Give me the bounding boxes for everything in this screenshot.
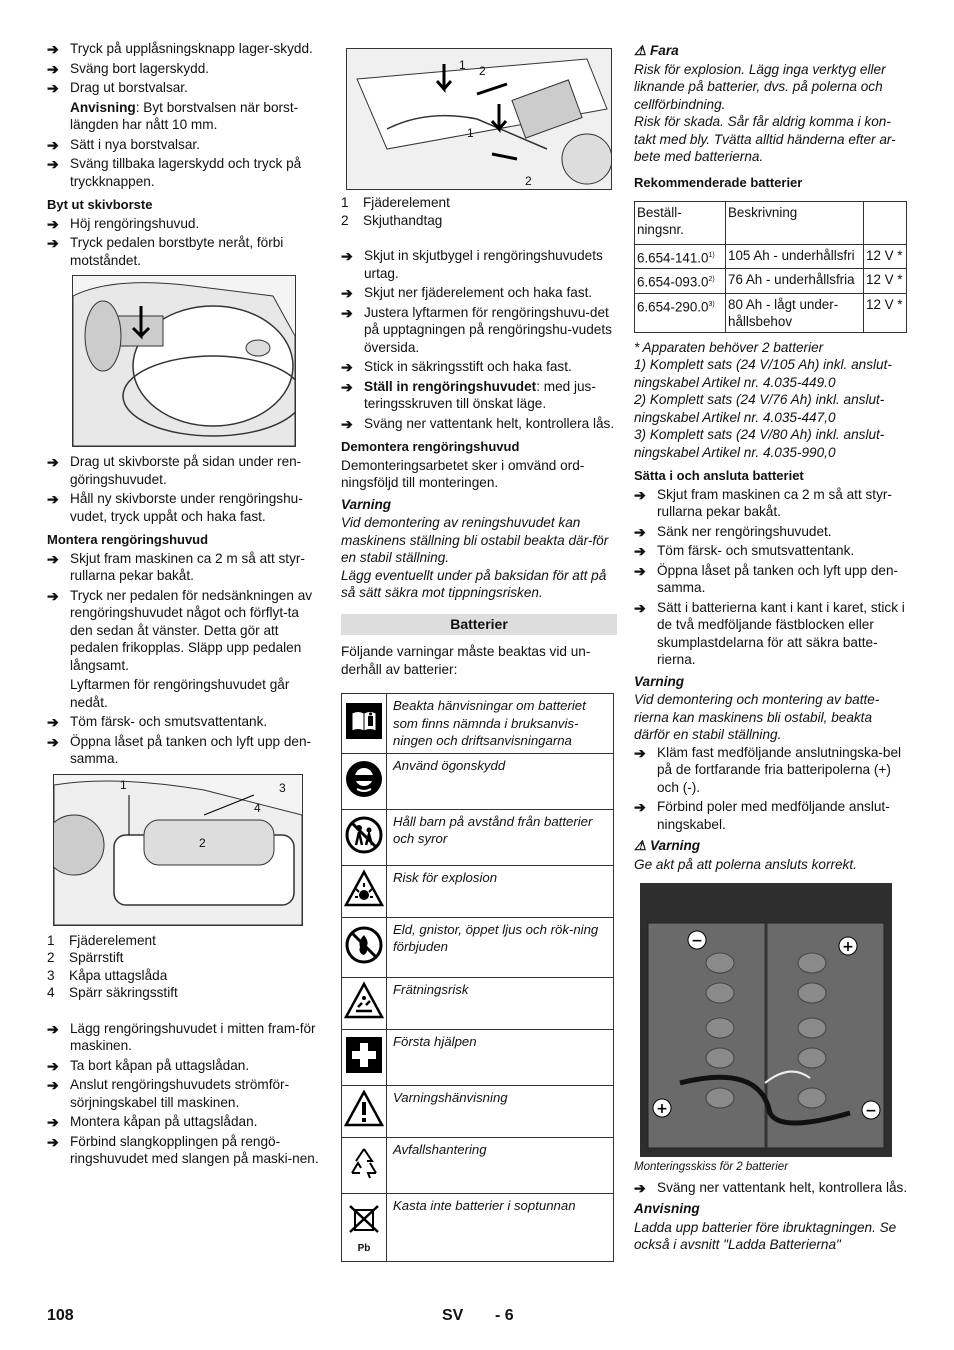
figure-label: 1 — [120, 777, 127, 792]
arrow-icon: ➔ — [47, 491, 59, 507]
icon-cell — [342, 809, 387, 865]
step-text: Öppna låset på tanken och lyft upp den-samma. — [657, 562, 899, 596]
step — [47, 490, 325, 525]
step-text: Skjut fram maskinen ca 2 m så att styr-rullarna pekar bakåt. — [657, 486, 892, 520]
step-bold: Ställ in rengöringshuvudet — [364, 378, 537, 394]
icon-cell — [342, 977, 387, 1029]
steps-list — [47, 453, 325, 525]
voltage-cell: 12 V * — [864, 293, 907, 332]
danger-text: Risk för explosion. Lägg inga verktyg eller liknande på batterier, dvs. på polerna och cellförbindning. Risk för skada. Sår får aldrig komma i kon-takt med bly. Tvätta alltid händerna efter ar-bete med batterierna. — [634, 61, 896, 164]
recycling-icon — [344, 1143, 384, 1183]
warning-text-cell: Första hjälpen — [387, 1029, 614, 1085]
step — [47, 215, 325, 233]
arrow-icon: ➔ — [634, 543, 646, 560]
table-row — [342, 1029, 614, 1085]
step — [634, 599, 910, 669]
paragraph: Följande varningar måste beaktas vid un-derhåll av batterier: — [341, 644, 591, 677]
legend-item — [47, 967, 325, 985]
icon-cell — [342, 1193, 387, 1261]
note: Lyftarmen för rengöringshuvudet går nedåt. — [70, 677, 290, 710]
figure-label: 2 — [479, 64, 486, 78]
step-text: Sväng tillbaka lagerskydd och tryck på tryckknappen. — [70, 156, 302, 189]
arrow-icon: ➔ — [341, 304, 353, 321]
legend-number: 4 — [47, 985, 55, 1000]
section-heading: Sätta i och ansluta batteriet — [634, 468, 804, 484]
warning-text-cell: Håll barn på avstånd från batterier och syror — [387, 809, 614, 865]
arrow-icon: ➔ — [47, 1077, 59, 1093]
no-fire-icon — [344, 925, 384, 965]
footnote: 2) Komplett sats (24 V/76 Ah) inkl. anslut-ningskabel Artikel nr. 4.035-447,0 — [634, 392, 885, 425]
step — [47, 453, 325, 488]
table-row — [342, 865, 614, 917]
arrow-icon: ➔ — [47, 1020, 59, 1037]
step — [47, 1020, 325, 1055]
figure-label: 2 — [525, 174, 532, 188]
step-text: Skjut in skjutbygel i rengöringshuvudets urtag. — [364, 248, 603, 281]
keep-children-away-icon — [344, 815, 384, 855]
table-row — [342, 977, 614, 1029]
step-text: Stick in säkringsstift och haka fast. — [364, 359, 572, 374]
step-text: Drag ut skivborste på sidan under ren-göringshuvudet. — [70, 454, 302, 487]
steps-list — [47, 136, 325, 191]
warning-text-cell: Risk för explosion — [387, 865, 614, 917]
photo-caption: Monteringsskiss för 2 batterier — [634, 1161, 789, 1174]
arrow-icon: ➔ — [47, 1114, 59, 1130]
no-trash-icon — [344, 1200, 384, 1240]
warning-text: Vid demontering av reningshuvudet kan maskinens ställning bli ostabil beakta där-för en stabil ställning. Lägg eventuellt under på baksidan för att på så sätt säkra mot tippningsrisken. — [341, 515, 609, 600]
figure-disc-brush — [72, 275, 296, 447]
warning-text-cell: Frätningsrisk — [387, 977, 614, 1029]
step — [634, 486, 910, 521]
icon-cell — [342, 1029, 387, 1085]
arrow-icon: ➔ — [634, 486, 646, 503]
arrow-icon: ➔ — [47, 156, 59, 172]
section-heading: Byt ut skivborste — [47, 197, 153, 212]
section-heading: Montera rengöringshuvud — [47, 532, 209, 547]
legend-number: 2 — [341, 212, 349, 228]
icon-cell — [342, 917, 387, 977]
step-text: Sväng ner vattentank helt, kontrollera lås. — [657, 1179, 908, 1195]
step — [341, 284, 617, 302]
arrow-icon: ➔ — [47, 587, 59, 604]
step-text: Sänk ner rengöringshuvudet. — [657, 523, 832, 539]
table-row — [342, 917, 614, 977]
warning-text-cell: Kasta inte batterier i soptunnan — [387, 1193, 614, 1261]
warning-heading: ⚠ Varning — [634, 838, 701, 854]
step — [47, 550, 325, 585]
arrow-icon: ➔ — [634, 1179, 646, 1196]
section-heading: Rekommenderade batterier — [634, 174, 803, 190]
figure-label: 3 — [279, 780, 286, 795]
step-text: Ta bort kåpan på uttagslådan. — [70, 1057, 250, 1073]
table-row — [342, 753, 614, 809]
section-heading: Demontera rengöringshuvud — [341, 439, 520, 454]
legend-number: 2 — [47, 950, 55, 965]
arrow-icon: ➔ — [47, 235, 59, 251]
warning-triangle-icon: ⚠ — [634, 838, 647, 854]
step — [47, 587, 325, 675]
legend-item — [341, 212, 617, 230]
step-text: Anslut rengöringshuvudets strömför-sörjningskabel till maskinen. — [70, 1077, 290, 1110]
warning-text-cell: Beakta hänvisningar om batteriet som finns nämnda i bruksanvis-ningen och driftsanvisningarna — [387, 694, 614, 754]
icon-cell — [342, 753, 387, 809]
column-right — [634, 40, 910, 1254]
figure-push-handle — [346, 48, 612, 190]
steps-list — [634, 486, 910, 669]
step — [341, 247, 617, 282]
step-text: Tryck ner pedalen för nedsänkningen av rengöringshuvudet något och förflyt-ta den sedan åt vänster. Detta gör att pedalen frikopplas. Släpp upp pedalen långsamt. — [70, 587, 313, 673]
arrow-icon: ➔ — [341, 415, 353, 432]
minus-terminal-label: − — [865, 1103, 877, 1120]
arrow-icon: ➔ — [634, 523, 646, 540]
footnote: * Apparaten behöver 2 batterier — [634, 339, 824, 355]
warning-heading: Varning — [634, 673, 685, 689]
arrow-icon: ➔ — [47, 1133, 59, 1150]
arrow-icon: ➔ — [47, 733, 59, 750]
step — [634, 798, 910, 833]
arrow-icon: ➔ — [47, 714, 59, 730]
explosion-icon — [344, 869, 384, 909]
table-header-cell: Beskrivning — [726, 202, 864, 245]
lead-label: Pb — [357, 1243, 371, 1255]
step-text: Montera kåpan på uttagslådan. — [70, 1114, 258, 1129]
legend-number: 1 — [341, 195, 349, 210]
step — [634, 562, 910, 597]
step — [47, 234, 325, 269]
plus-terminal-label: + — [842, 939, 854, 956]
arrow-icon: ➔ — [47, 41, 59, 57]
warning-text: Vid demontering och montering av batte-rierna kan maskinens bli ostabil, beakta därför en stabil ställning. — [634, 692, 880, 743]
table-row — [342, 1193, 614, 1261]
warning-icon — [344, 1089, 384, 1129]
warning-triangle-icon: ⚠ — [634, 43, 647, 58]
note-text: Ladda upp batterier före ibruktagningen. Se också i avsnitt "Ladda Batterierna" — [634, 1219, 897, 1253]
description-cell: 105 Ah - underhållsfri — [726, 245, 864, 269]
corrosion-icon — [344, 981, 384, 1021]
steps-list — [47, 215, 325, 270]
arrow-icon: ➔ — [47, 1057, 59, 1074]
legend-text: Fjäderelement — [69, 932, 156, 948]
note-heading: Anvisning — [634, 1201, 700, 1217]
step-text: Töm färsk- och smutsvattentank. — [657, 543, 855, 559]
step-text: Håll ny skivborste under rengöringshu-vudet, tryck uppåt och haka fast. — [70, 491, 303, 524]
step — [634, 1179, 910, 1197]
step-text: Höj rengöringshuvud. — [70, 215, 200, 231]
step — [634, 744, 910, 797]
sub-page-number: - 6 — [495, 1307, 514, 1324]
voltage-cell: 12 V * — [864, 245, 907, 269]
table-row — [635, 269, 907, 293]
section-title-batterier: Batterier — [341, 614, 617, 636]
language-code: SV — [442, 1307, 464, 1324]
step-text: Sätt i nya borstvalsar. — [70, 136, 200, 152]
column-middle — [341, 48, 617, 1262]
machine-illustration — [73, 276, 295, 446]
icon-cell — [342, 865, 387, 917]
step — [634, 523, 910, 541]
footnote: 1) Komplett sats (24 V/105 Ah) inkl. anslut-ningskabel Artikel nr. 4.035-449.0 — [634, 357, 892, 390]
step — [47, 136, 325, 154]
warning-text-cell: Avfallshantering — [387, 1137, 614, 1193]
table-row — [342, 694, 614, 754]
legend-text: Fjäderelement — [363, 195, 450, 210]
steps-list — [341, 247, 617, 376]
legend-text: Skjuthandtag — [363, 212, 443, 228]
step-text: Skjut ner fjäderelement och haka fast. — [364, 285, 593, 300]
warning-text-cell: Använd ögonskydd — [387, 753, 614, 809]
battery-photo — [640, 883, 892, 1157]
table-row — [342, 1137, 614, 1193]
icon-cell — [342, 1085, 387, 1137]
arrow-icon: ➔ — [341, 378, 353, 395]
voltage-cell: 12 V * — [864, 269, 907, 293]
icon-cell — [342, 694, 387, 754]
step — [47, 733, 325, 768]
note-text: : Byt borstvalsen när borst-längden har nått 10 mm. — [70, 99, 299, 132]
step-text: Skjut fram maskinen ca 2 m så att styr-rullarna pekar bakåt. — [70, 550, 305, 583]
arrow-icon: ➔ — [341, 285, 353, 301]
step-text: : med jus-teringsskruven till önskat läge. — [364, 378, 596, 411]
step — [47, 40, 325, 58]
footnote: 3) Komplett sats (24 V/80 Ah) inkl. anslut-ningskabel Artikel nr. 4.035-990,0 — [634, 427, 885, 460]
paragraph: Demonteringsarbetet sker i omvänd ord-ningsföljd till monteringen. — [341, 457, 585, 490]
step — [47, 713, 325, 731]
table-row — [342, 809, 614, 865]
steps-list — [47, 550, 325, 675]
order-number-cell: 6.654-141.0$^{1)}$ — [635, 245, 726, 269]
arrow-icon: ➔ — [47, 136, 59, 153]
steps-list — [47, 1020, 325, 1168]
battery-table — [634, 201, 907, 333]
legend-number: 1 — [47, 932, 55, 948]
step-text: Tryck pedalen borstbyte neråt, förbi motståndet. — [70, 235, 284, 268]
step — [341, 358, 617, 376]
page-number: 108 — [47, 1307, 74, 1324]
note — [47, 99, 325, 134]
figure-label: 1 — [467, 126, 474, 140]
step-text: Tryck på upplåsningsknapp lager-skydd. — [70, 41, 313, 56]
arrow-icon: ➔ — [634, 562, 646, 579]
legend-item — [47, 984, 325, 1002]
step — [341, 304, 617, 357]
step — [341, 415, 617, 433]
arrow-icon: ➔ — [47, 60, 59, 77]
steps-list — [341, 415, 617, 433]
table-row — [342, 1085, 614, 1137]
figure-label: 1 — [459, 58, 466, 72]
description-cell: 80 Ah - lågt under-hållsbehov — [726, 293, 864, 332]
arrow-icon: ➔ — [47, 454, 59, 470]
minus-terminal-label: − — [691, 933, 703, 950]
arrow-icon: ➔ — [634, 599, 646, 616]
step — [47, 1133, 325, 1168]
step — [634, 542, 910, 560]
warning-text: Ge akt på att polerna ansluts korrekt. — [634, 856, 857, 872]
table-row — [635, 293, 907, 332]
danger-heading: ⚠ Fara — [634, 43, 679, 58]
arrow-icon: ➔ — [634, 744, 646, 761]
steps-list — [634, 744, 910, 834]
legend-text: Kåpa uttagslåda — [69, 967, 168, 983]
order-number-cell: 6.654-290.0$^{3)}$ — [635, 293, 726, 332]
first-aid-icon — [344, 1035, 384, 1075]
arrow-icon: ➔ — [341, 359, 353, 375]
manual-icon — [344, 701, 384, 741]
steps-list — [634, 1179, 910, 1197]
step-text: Sväng ner vattentank helt, kontrollera lås. — [364, 415, 615, 431]
legend-number: 3 — [47, 967, 55, 983]
step-text: Förbind poler med medföljande anslut-ningskabel. — [657, 799, 890, 832]
figure-legend — [341, 194, 617, 229]
table-header-cell: Beställ-ningsnr. — [635, 202, 726, 245]
table-row — [635, 245, 907, 269]
steps-list — [47, 40, 325, 97]
figure-legend — [47, 932, 325, 1002]
arrow-icon: ➔ — [47, 550, 59, 567]
arrow-icon: ➔ — [634, 799, 646, 816]
step-text: Förbind slangkopplingen på rengö-ringshuvudet med slangen på maski-nen. — [70, 1133, 319, 1166]
figure-tank — [53, 774, 303, 926]
steps-list — [47, 713, 325, 768]
step-text: Sväng bort lagerskydd. — [70, 60, 210, 76]
footnotes — [634, 339, 910, 462]
step-text: Lägg rengöringshuvudet i mitten fram-för maskinen. — [70, 1020, 316, 1053]
step — [47, 1113, 325, 1131]
warning-text-cell: Varningshänvisning — [387, 1085, 614, 1137]
eye-protection-icon — [344, 759, 384, 799]
note-label: Anvisning — [70, 99, 136, 115]
legend-item — [47, 932, 325, 950]
step — [47, 155, 325, 190]
arrow-icon: ➔ — [47, 215, 59, 232]
step-text: Drag ut borstvalsar. — [70, 80, 188, 95]
step-text: Justera lyftarmen för rengöringshuvu-det på upptagningen på rengöringshu-vudets översida. — [364, 304, 612, 355]
figure-label: 2 — [199, 835, 206, 850]
legend-text: Spärrstift — [69, 950, 124, 965]
step — [47, 1076, 325, 1111]
step-text: Kläm fast medföljande anslutningska-bel på de fortfarande fria batteripolerna (+) och (-). — [657, 744, 902, 795]
legend-text: Spärr säkringsstift — [69, 985, 178, 1000]
step — [47, 79, 325, 97]
column-left — [47, 40, 325, 1170]
table-header-cell — [864, 202, 907, 245]
icon-cell — [342, 1137, 387, 1193]
battery-illustration — [640, 883, 892, 1157]
order-number-cell: 6.654-093.0$^{2)}$ — [635, 269, 726, 293]
legend-item — [341, 194, 617, 212]
step-text: Öppna låset på tanken och lyft upp den-samma. — [70, 733, 312, 766]
step — [341, 378, 617, 413]
step — [47, 60, 325, 78]
arrow-icon: ➔ — [341, 248, 353, 264]
warning-text-cell: Eld, gnistor, öppet ljus och rök-ning förbjuden — [387, 917, 614, 977]
step-text: Sätt i batterierna kant i kant i karet, stick i de två medföljande fästblocken eller skumplastdelarna för att säkra batte-rierna. — [657, 599, 905, 668]
arrow-icon: ➔ — [47, 80, 59, 96]
plus-terminal-label: + — [656, 1101, 668, 1118]
safety-symbols-table — [341, 693, 614, 1262]
legend-item — [47, 949, 325, 967]
figure-label: 4 — [254, 800, 261, 815]
description-cell: 76 Ah - underhållsfria — [726, 269, 864, 293]
step-text: Töm färsk- och smutsvattentank. — [70, 714, 268, 729]
machine-illustration — [54, 775, 302, 925]
warning-heading: Varning — [341, 496, 392, 512]
step — [47, 1057, 325, 1075]
table-header-row — [635, 202, 907, 245]
